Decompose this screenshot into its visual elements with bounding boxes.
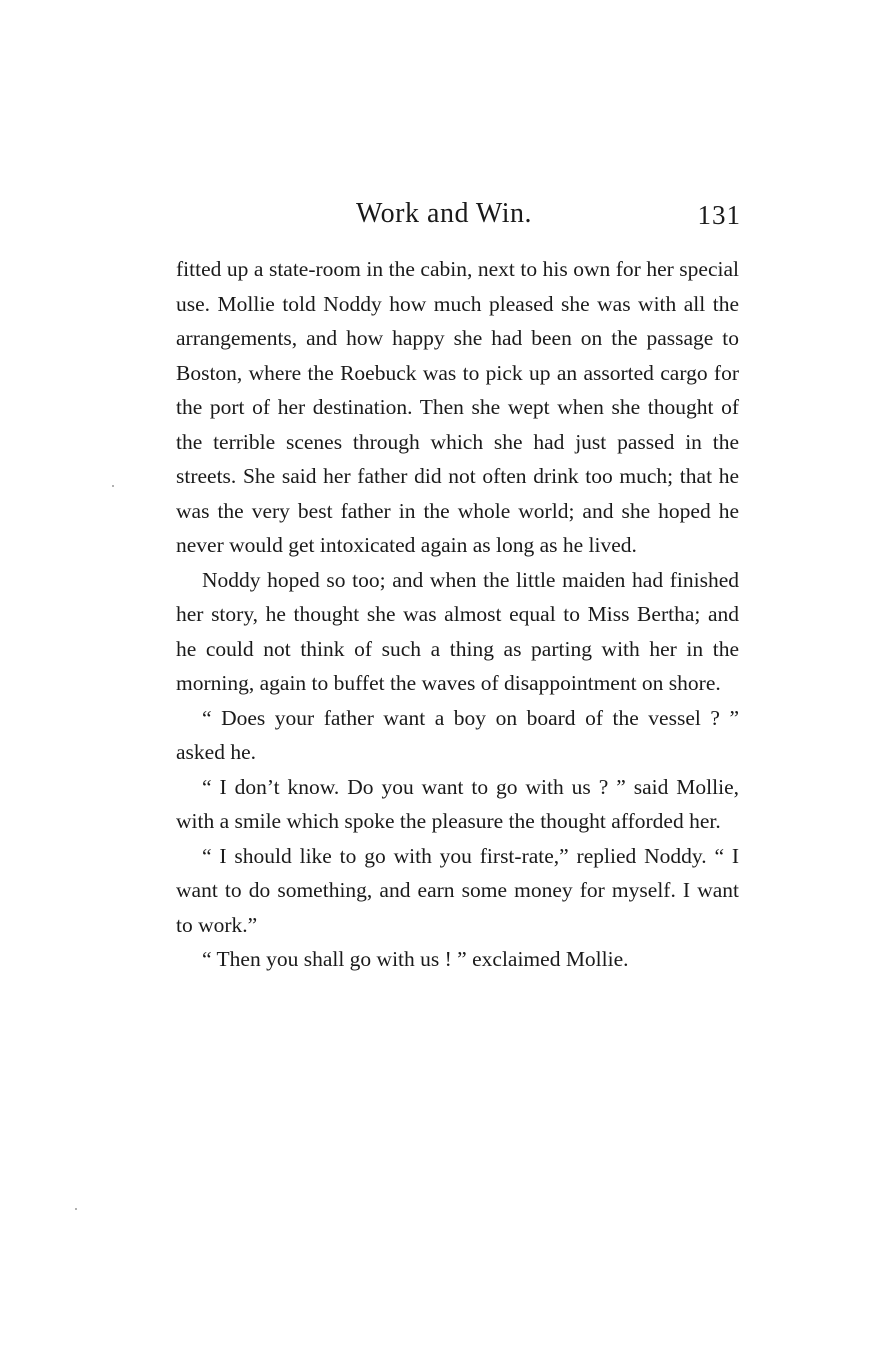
running-head: [176, 198, 741, 238]
paragraph-continued: fitted up a state-room in the cabin, next to his own for her special use. Mollie told Noddy how much pleased she was with all the arrangements, and how happy she had been on the passage to Boston, where the Roebuck was to pick up an assorted cargo for the port of her destination. Then she wept when she thought of the terrible scenes through which she had just passed in the streets. She said her father did not often drink too much; that he was the very best father in the whole world; and she hoped he never would get intoxicated again as long as he lived.: [176, 257, 739, 557]
scan-speck: [112, 485, 114, 487]
paragraph: “ I don’t know. Do you want to go with us ? ” said Mollie, with a smile which spoke the pleasure the thought afforded her.: [176, 774, 739, 833]
paragraph: “ Does your father want a boy on board of the vessel ? ” asked he.: [176, 705, 739, 764]
body-text: [176, 252, 739, 977]
running-title: Work and Win.: [356, 198, 533, 229]
paragraph: “ I should like to go with you first-rate,” replied Noddy. “ I want to do something, and earn some money for myself. I want to work.”: [176, 843, 739, 937]
paragraph: Noddy hoped so too; and when the little maiden had finished her story, he thought she was almost equal to Miss Bertha; and he could not think of such a thing as parting with her in the morning, again to buffet the waves of disappointment on shore.: [176, 567, 739, 695]
paragraph: “ Then you shall go with us ! ” exclaimed Mollie.: [202, 947, 629, 971]
scan-speck: [75, 1208, 77, 1210]
page-number: 131: [697, 200, 741, 230]
